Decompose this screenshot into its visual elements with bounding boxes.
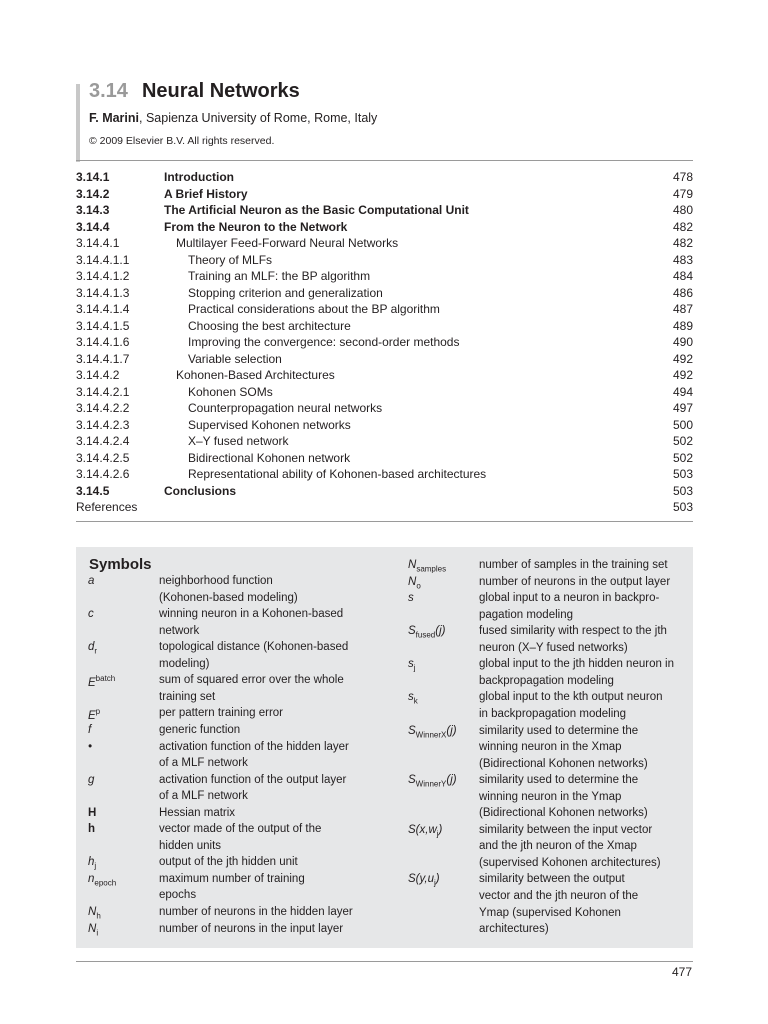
- toc-entry-page: 478: [672, 170, 693, 184]
- symbol-base: S(y,u: [408, 873, 434, 886]
- toc-entry-number: 3.14.4.1.3: [76, 285, 130, 300]
- symbol-term: [88, 856, 96, 870]
- symbol-argument: (j): [446, 774, 457, 787]
- toc-entry-number: 3.14.3: [76, 203, 110, 217]
- symbol-term: [408, 592, 414, 604]
- symbol-base: S: [408, 774, 416, 787]
- symbol-subscript: fused: [415, 630, 436, 640]
- symbol-subscript: r: [94, 646, 98, 656]
- symbol-base: •: [88, 740, 93, 753]
- toc-entry[interactable]: [76, 301, 693, 318]
- symbol-description: activation function of the output layer: [159, 773, 347, 786]
- toc-entry-page: 479: [672, 186, 693, 201]
- symbol-description: generic function: [159, 723, 241, 736]
- symbol-subscript: i: [96, 927, 99, 937]
- toc-entry-number: References: [76, 500, 138, 514]
- toc-entry-number: 3.14.2: [76, 186, 110, 201]
- symbol-description: maximum number of training: [159, 872, 305, 885]
- symbol-description: pagation modeling: [479, 608, 573, 621]
- symbol-description: epochs: [159, 889, 197, 902]
- toc-entry-title: Multilayer Feed-Forward Neural Networks: [176, 236, 399, 250]
- toc-entry-page: 486: [672, 285, 693, 300]
- toc-entry-page: 492: [672, 368, 693, 382]
- symbol-subscript: j: [94, 861, 97, 871]
- copyright-notice: © 2009 Elsevier B.V. All rights reserved.: [89, 135, 275, 147]
- toc-entry[interactable]: [76, 202, 693, 219]
- symbol-term: [88, 741, 92, 753]
- symbol-term: [88, 674, 115, 689]
- symbol-description: similarity between the output: [479, 873, 625, 886]
- toc-entry-page: 502: [672, 450, 693, 465]
- toc-entry[interactable]: [76, 334, 693, 351]
- symbol-description: sum of squared error over the whole: [159, 674, 344, 687]
- symbol-description: and the jth neuron of the Xmap: [479, 840, 637, 853]
- toc-entry-title: Bidirectional Kohonen network: [188, 450, 351, 465]
- page-number: 477: [671, 965, 692, 979]
- symbol-description: similarity between the input vector: [479, 823, 653, 836]
- top-divider: [76, 160, 693, 161]
- toc-entry-title: From the Neuron to the Network: [164, 219, 348, 234]
- symbol-description: of a MLF network: [159, 757, 248, 770]
- toc-entry-number: 3.14.4.1.5: [76, 318, 130, 333]
- symbol-base: s: [408, 592, 414, 605]
- toc-entry-number: 3.14.4.1.2: [76, 269, 130, 283]
- symbol-term: [88, 807, 96, 819]
- symbol-description: activation function of the hidden layer: [159, 740, 349, 753]
- toc-entry[interactable]: [76, 252, 693, 269]
- symbol-term: [88, 823, 95, 835]
- symbol-term: [88, 608, 94, 620]
- toc-entry-number: 3.14.4.2: [76, 368, 120, 382]
- symbol-description: winning neuron in the Ymap: [479, 790, 622, 803]
- symbol-description: global input to the kth output neuron: [479, 691, 663, 704]
- symbol-term: [88, 575, 94, 587]
- toc-entry-number: 3.14.4.2.2: [76, 401, 130, 415]
- symbol-term: [408, 725, 457, 739]
- toc-entry-title: Introduction: [164, 170, 234, 184]
- symbol-argument: ): [435, 873, 440, 886]
- toc-entry-page: 487: [672, 302, 693, 316]
- symbol-term: [408, 873, 440, 887]
- toc-entry-title: A Brief History: [164, 186, 248, 201]
- symbol-base: a: [88, 575, 95, 587]
- toc-entry[interactable]: [76, 450, 693, 467]
- symbol-base: N: [408, 575, 417, 588]
- symbol-description: output of the jth hidden unit: [159, 856, 298, 869]
- toc-entry-page: 503: [672, 483, 693, 498]
- symbol-term: [88, 906, 101, 920]
- toc-entry-number: 3.14.1: [76, 170, 110, 184]
- toc-entry-page: 500: [672, 417, 693, 432]
- toc-entry-title: Stopping criterion and generalization: [188, 285, 383, 300]
- symbol-description: fused similarity with respect to the jth: [479, 625, 667, 638]
- symbol-description: number of samples in the training set: [479, 559, 668, 571]
- toc-entry[interactable]: [76, 433, 693, 450]
- toc-entry-page: 480: [672, 203, 693, 217]
- symbol-description: architectures): [479, 923, 549, 936]
- symbol-description: network: [159, 624, 200, 637]
- toc-entry[interactable]: [76, 318, 693, 335]
- symbols-box: [76, 547, 693, 948]
- symbol-term: [88, 873, 116, 887]
- symbol-term: [408, 774, 457, 788]
- symbol-subscript: j: [413, 663, 416, 673]
- symbol-description: hidden units: [159, 839, 222, 852]
- toc-entry[interactable]: [76, 466, 693, 483]
- symbol-subscript: samples: [416, 564, 447, 574]
- toc-entry-page: 489: [672, 318, 693, 333]
- symbol-base: n: [88, 872, 95, 885]
- symbol-description: number of neurons in the hidden layer: [159, 906, 353, 918]
- toc-entry-page: 494: [672, 384, 693, 399]
- symbol-description: (Kohonen-based modeling): [159, 591, 298, 604]
- toc-entry-number: 3.14.4.2.4: [76, 434, 130, 448]
- toc-entry-title: The Artificial Neuron as the Basic Computational Unit: [164, 203, 469, 217]
- symbol-description: winning neuron in the Xmap: [479, 741, 622, 754]
- toc-entry-number: 3.14.4.2.5: [76, 450, 130, 465]
- toc-entry-title: Improving the convergence: second-order methods: [188, 335, 460, 349]
- toc-entry[interactable]: [76, 285, 693, 302]
- toc-entry[interactable]: [76, 268, 693, 285]
- author-name: F. Marini: [89, 111, 140, 125]
- symbol-base: S: [408, 724, 416, 737]
- toc-entry-page: 483: [672, 252, 693, 267]
- footer-divider: [76, 961, 693, 962]
- toc-entry-title: Representational ability of Kohonen-based architectures: [188, 467, 487, 481]
- toc-entry-page: 482: [672, 219, 693, 234]
- symbol-term: [408, 625, 445, 639]
- toc-entry-title: Choosing the best architecture: [188, 318, 351, 333]
- toc-entry[interactable]: [76, 417, 693, 434]
- toc-entry-number: 3.14.4: [76, 219, 110, 234]
- toc-entry-title: Counterpropagation neural networks: [188, 401, 383, 415]
- symbol-description: neighborhood function: [159, 575, 273, 587]
- toc-entry-title: X–Y fused network: [188, 434, 289, 448]
- symbol-term: [88, 707, 100, 722]
- chapter-title: Neural Networks: [141, 80, 300, 102]
- author-affiliation: , Sapienza University of Rome, Rome, Italy: [139, 111, 378, 125]
- symbol-term: [408, 824, 442, 838]
- toc-entry-title: Kohonen SOMs: [188, 384, 273, 399]
- symbol-description: Hessian matrix: [159, 806, 236, 819]
- symbol-subscript: k: [413, 696, 418, 706]
- symbol-subscript: h: [96, 911, 101, 921]
- symbol-base: g: [88, 773, 95, 786]
- toc-entry[interactable]: [76, 499, 693, 516]
- symbol-term: [88, 923, 98, 937]
- symbol-description: topological distance (Kohonen-based: [159, 641, 349, 654]
- symbol-superscript: batch: [95, 674, 116, 684]
- toc-entry-number: 3.14.4.2.6: [76, 467, 130, 481]
- symbol-description: backpropagation modeling: [479, 674, 614, 687]
- symbol-description: (supervised Kohonen architectures): [479, 856, 661, 869]
- symbol-term: [408, 559, 446, 573]
- symbol-base: N: [88, 906, 97, 918]
- symbol-base: f: [88, 723, 92, 736]
- symbol-description: winning neuron in a Kohonen-based: [159, 608, 344, 621]
- toc-entry-page: 503: [672, 500, 693, 514]
- symbol-description: modeling): [159, 657, 210, 670]
- symbol-base: N: [408, 559, 417, 571]
- toc-entry-page: 490: [672, 335, 693, 349]
- header-accent-bar: [76, 84, 80, 162]
- symbol-description: neuron (X–Y fused networks): [479, 641, 628, 654]
- toc-entry-number: 3.14.4.2.1: [76, 384, 130, 399]
- symbol-subscript: j: [434, 878, 436, 888]
- symbol-description: vector made of the output of the: [159, 823, 322, 836]
- symbol-term: [88, 641, 97, 655]
- symbol-description: of a MLF network: [159, 790, 248, 803]
- symbol-description: training set: [159, 690, 216, 703]
- symbol-description: global input to the jth hidden neuron in: [479, 658, 675, 671]
- symbol-base: h: [88, 856, 95, 869]
- symbol-base: d: [88, 641, 95, 654]
- symbol-description: number of neurons in the output layer: [479, 575, 671, 588]
- symbol-base: S: [408, 625, 416, 638]
- symbol-description: in backpropagation modeling: [479, 707, 627, 720]
- toc-entry-page: 502: [672, 434, 693, 448]
- toc-entry-number: 3.14.4.1: [76, 236, 120, 250]
- symbol-description: number of neurons in the input layer: [159, 922, 344, 935]
- toc-entry[interactable]: [76, 169, 693, 186]
- toc-entry-title: Theory of MLFs: [188, 252, 273, 267]
- toc-entry[interactable]: [76, 384, 693, 401]
- symbol-description: similarity used to determine the: [479, 724, 639, 737]
- toc-entry-title: Kohonen-Based Architectures: [176, 368, 335, 382]
- toc-entry-page: 492: [672, 351, 693, 366]
- symbol-base: E: [88, 677, 96, 690]
- toc-bottom-divider: [76, 521, 693, 522]
- symbol-description: similarity used to determine the: [479, 774, 639, 787]
- toc-entry-title: Practical considerations about the BP algorithm: [188, 302, 440, 316]
- toc-entry-title: Conclusions: [164, 483, 237, 498]
- toc-entry[interactable]: [76, 186, 693, 203]
- toc-entry-page: 484: [672, 269, 693, 283]
- toc-entry[interactable]: [76, 351, 693, 368]
- symbol-subscript: WinnerX: [415, 729, 447, 739]
- symbol-subscript: o: [416, 580, 421, 590]
- symbol-argument: (j): [435, 625, 446, 638]
- symbol-argument: (j): [446, 724, 457, 737]
- symbol-base: H: [88, 806, 97, 819]
- toc-entry-number: 3.14.4.1.1: [76, 252, 130, 267]
- symbol-description: (Bidirectional Kohonen networks): [479, 807, 648, 820]
- toc-entry[interactable]: [76, 235, 693, 252]
- symbol-term: [408, 691, 418, 705]
- symbol-base: S(x,w: [408, 823, 437, 836]
- symbol-subscript: epoch: [94, 878, 117, 888]
- toc-entry-title: Training an MLF: the BP algorithm: [188, 269, 371, 283]
- toc-entry[interactable]: [76, 367, 693, 384]
- toc-entry-page: 482: [672, 236, 693, 250]
- symbol-base: N: [88, 922, 97, 935]
- symbol-base: c: [88, 608, 94, 621]
- author-line: [89, 111, 377, 125]
- toc-entry-number: 3.14.4.2.3: [76, 417, 130, 432]
- symbol-subscript: j: [436, 829, 439, 839]
- symbol-term: [88, 774, 94, 786]
- symbol-description: global input to a neuron in backpro-: [479, 592, 660, 605]
- symbol-description: (Bidirectional Kohonen networks): [479, 757, 648, 770]
- symbol-description: per pattern training error: [159, 707, 284, 720]
- symbol-subscript: WinnerY: [415, 779, 447, 789]
- symbol-base: h: [88, 823, 96, 836]
- symbol-term: [408, 576, 421, 590]
- table-of-contents: [76, 169, 693, 516]
- symbol-term: [408, 658, 416, 672]
- toc-entry[interactable]: [76, 219, 693, 236]
- symbol-base: s: [408, 658, 414, 671]
- toc-entry-page: 503: [672, 467, 693, 481]
- toc-entry-title: Supervised Kohonen networks: [188, 417, 351, 432]
- toc-entry[interactable]: [76, 400, 693, 417]
- symbol-superscript: p: [95, 707, 101, 717]
- toc-entry-number: 3.14.4.1.7: [76, 351, 130, 366]
- chapter-number: 3.14: [89, 80, 128, 102]
- toc-entry-number: 3.14.5: [76, 483, 110, 498]
- symbol-base: E: [88, 710, 96, 723]
- toc-entry[interactable]: [76, 483, 693, 500]
- symbols-title: Symbols: [89, 556, 152, 573]
- toc-entry-number: 3.14.4.1.6: [76, 335, 130, 349]
- symbol-term: [88, 724, 91, 736]
- toc-entry-title: Variable selection: [188, 351, 282, 366]
- toc-entry-number: 3.14.4.1.4: [76, 302, 130, 316]
- toc-entry-page: 497: [672, 401, 693, 415]
- symbol-description: vector and the jth neuron of the: [479, 890, 639, 902]
- symbol-base: s: [408, 691, 414, 704]
- symbol-argument: ): [438, 823, 443, 836]
- chapter-heading: [89, 80, 300, 103]
- symbol-description: Ymap (supervised Kohonen: [479, 906, 621, 919]
